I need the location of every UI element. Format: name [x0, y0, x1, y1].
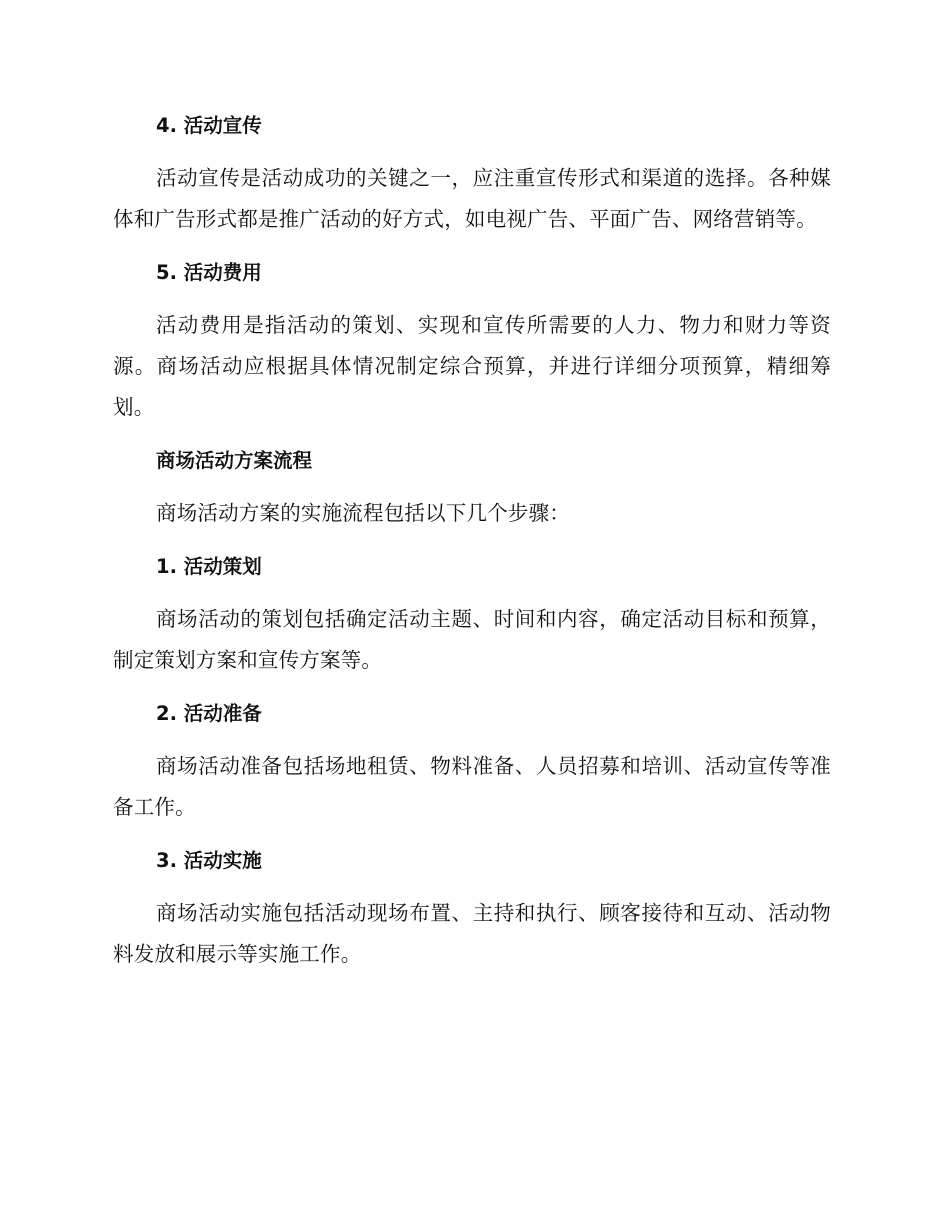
heading-activity-cost: 5. 活动费用: [156, 261, 262, 284]
document-page: [113, 105, 831, 987]
paragraph-activity-preparation: 商场活动准备包括场地租赁、物料准备、人员招募和培训、活动宣传等准备工作。: [113, 754, 831, 819]
paragraph-activity-implementation: 商场活动实施包括活动现场布置、主持和执行、顾客接待和互动、活动物料发放和展示等实施工作。: [113, 901, 831, 966]
paragraph-process-intro: 商场活动方案的实施流程包括以下几个步骤：: [156, 501, 570, 525]
heading-activity-planning: 1. 活动策划: [156, 555, 262, 578]
paragraph-activity-cost: 活动费用是指活动的策划、实现和宣传所需要的人力、物力和财力等资源。商场活动应根据具体情况制定综合预算，并进行详细分项预算，精细筹划。: [113, 313, 831, 419]
paragraph-activity-promotion: 活动宣传是活动成功的关键之一，应注重宣传形式和渠道的选择。各种媒体和广告形式都是推广活动的好方式，如电视广告、平面广告、网络营销等。: [113, 166, 831, 231]
heading-activity-promotion: 4. 活动宣传: [156, 114, 262, 137]
heading-mall-activity-process: 商场活动方案流程: [156, 449, 313, 472]
heading-activity-implementation: 3. 活动实施: [156, 849, 262, 872]
paragraph-activity-planning: 商场活动的策划包括确定活动主题、时间和内容，确定活动目标和预算，制定策划方案和宣传方案等。: [113, 607, 831, 672]
heading-activity-preparation: 2. 活动准备: [156, 702, 262, 725]
